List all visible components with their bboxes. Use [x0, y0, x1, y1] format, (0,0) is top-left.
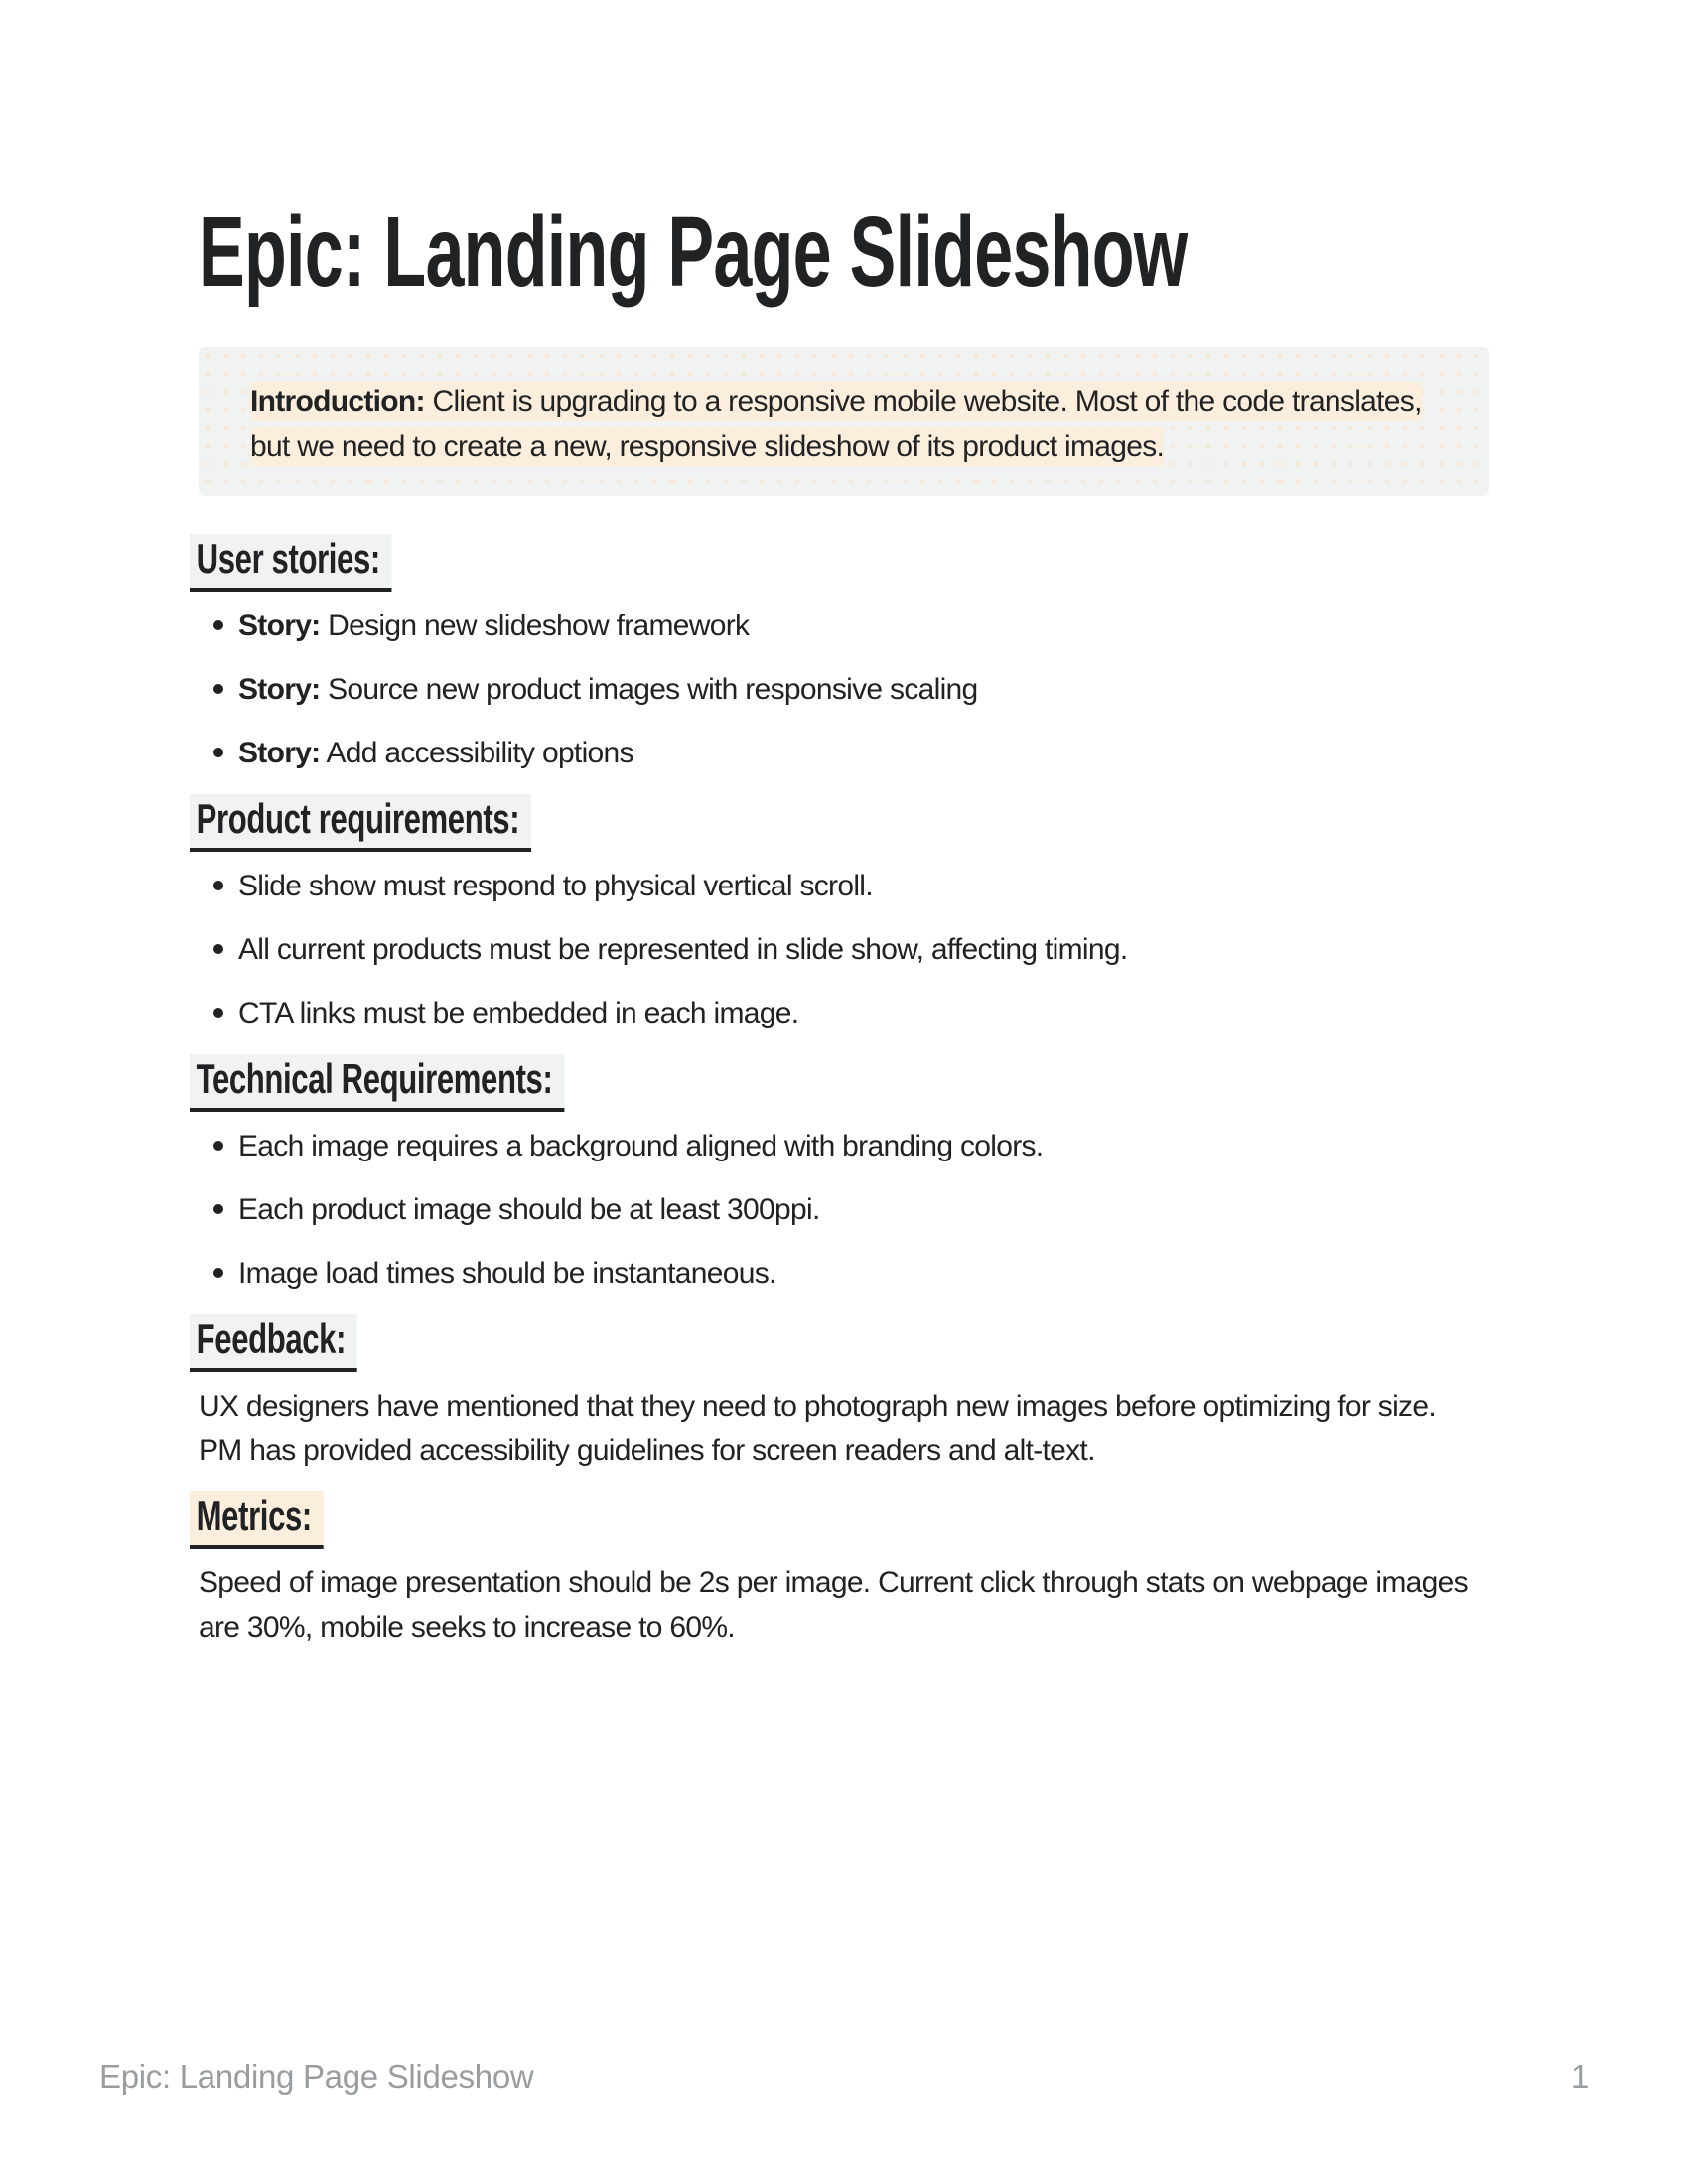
- technical-requirements-list: [199, 1124, 1489, 1296]
- list-item: [199, 604, 1489, 648]
- introduction-body-text: Client is upgrading to a responsive mobile website. Most of the code translates, but we need to create a new, responsive slideshow of its product images.: [250, 385, 1422, 463]
- story-label: Story:: [238, 673, 321, 706]
- list-item: [199, 1251, 1489, 1296]
- footer-document-title: Epic: Landing Page Slideshow: [99, 2058, 534, 2095]
- section-heading-product-requirements: [196, 794, 1489, 852]
- section-heading-metrics: [196, 1491, 1489, 1549]
- list-item: [199, 991, 1489, 1035]
- product-requirements-list: [199, 864, 1489, 1035]
- requirement-text: Each product image should be at least 300ppi.: [238, 1193, 820, 1226]
- introduction-label: Introduction:: [250, 385, 425, 418]
- requirement-text: Slide show must respond to physical vertical scroll.: [238, 870, 873, 902]
- list-item: [199, 927, 1489, 972]
- feedback-paragraph: UX designers have mentioned that they need to photograph new images before optimizing for size. PM has provided accessibility guidelines for screen readers and alt-text.: [199, 1390, 1436, 1467]
- section-heading-feedback: [196, 1314, 1489, 1372]
- requirement-text: Image load times should be instantaneous.: [238, 1257, 776, 1290]
- introduction-highlight: [250, 382, 1422, 466]
- page-title-text: Epic: Landing Page Slideshow: [199, 197, 1188, 308]
- footer-page-number: 1: [1570, 2058, 1589, 2095]
- list-item: [199, 731, 1489, 775]
- story-label: Story:: [238, 610, 321, 642]
- introduction-paragraph: [250, 379, 1450, 469]
- introduction-callout: [199, 347, 1489, 496]
- requirement-text: All current products must be represented in slide show, affecting timing.: [238, 933, 1128, 966]
- list-item: [199, 864, 1489, 908]
- section-heading-user-stories-text: User stories:: [190, 534, 392, 592]
- document-content: [196, 0, 1489, 1664]
- section-heading-metrics-text: Metrics:: [190, 1491, 324, 1549]
- list-item: [199, 1124, 1489, 1168]
- story-text: Add accessibility options: [320, 737, 633, 769]
- section-heading-technical-requirements: [196, 1054, 1489, 1112]
- section-heading-technical-requirements-text: Technical Requirements:: [190, 1054, 564, 1112]
- list-item: [199, 1187, 1489, 1232]
- section-heading-user-stories: [196, 534, 1489, 592]
- requirement-text: CTA links must be embedded in each image.: [238, 997, 799, 1029]
- requirement-text: Each image requires a background aligned with branding colors.: [238, 1130, 1044, 1162]
- user-stories-list: [199, 604, 1489, 775]
- story-text: Source new product images with responsive scaling: [320, 673, 978, 706]
- list-item: [199, 667, 1489, 712]
- page-footer: [99, 2057, 1589, 2097]
- metrics-paragraph: Speed of image presentation should be 2s per image. Current click through stats on webpage images are 30%, mobile seeks to increase to 60%.: [199, 1567, 1468, 1644]
- section-heading-product-requirements-text: Product requirements:: [190, 794, 531, 852]
- story-label: Story:: [238, 737, 321, 769]
- page-title: [199, 197, 1489, 308]
- section-heading-feedback-text: Feedback:: [190, 1314, 357, 1372]
- story-text: Design new slideshow framework: [320, 610, 750, 642]
